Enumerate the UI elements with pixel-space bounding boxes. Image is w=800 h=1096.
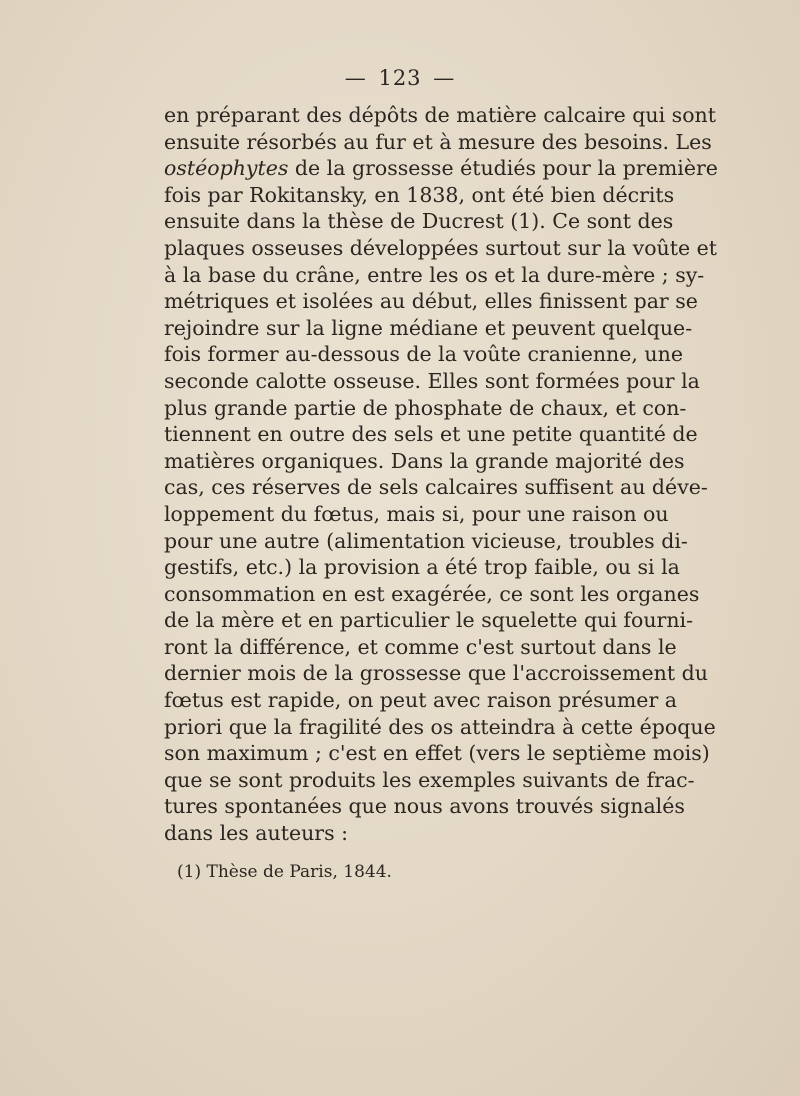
text-line: que se sont produits les exemples suivants de frac-: [164, 767, 695, 792]
page-header: [0, 66, 800, 90]
text-line: cas, ces réserves de sels calcaires suffisent au déve-: [164, 475, 708, 500]
text-line: son maximum ; c'est en effet (vers le septième mois): [164, 741, 710, 766]
body-text: [164, 102, 718, 847]
text-line: fois former au-dessous de la voûte cranienne, une: [164, 342, 683, 367]
text-line: gestifs, etc.) la provision a été trop faible, ou si la: [164, 555, 680, 580]
text-line: priori que la fragilité des os atteindra à cette époque: [164, 714, 716, 739]
text-line: rejoindre sur la ligne médiane et peuvent quelque-: [164, 315, 693, 340]
text-line: seconde calotte osseuse. Elles sont formées pour la: [164, 368, 700, 393]
text-line: ront la différence, et comme c'est surtout dans le: [164, 634, 677, 659]
footnote: (1) Thèse de Paris, 1844.: [177, 862, 392, 882]
text-line: dernier mois de la grossesse que l'accroissement du: [164, 661, 708, 686]
text-line: matières organiques. Dans la grande majorité des: [164, 448, 685, 473]
text-line: de la mère et en particulier le squelette qui fourni-: [164, 608, 694, 633]
text-line: ensuite résorbés au fur et à mesure des besoins. Les: [164, 129, 712, 154]
text-line: fois par Rokitansky, en 1838, ont été bien décrits: [164, 182, 675, 207]
text-line: consommation en est exagérée, ce sont les organes: [164, 581, 700, 606]
italic-term: ostéophytes: [164, 156, 289, 181]
text-line: à la base du crâne, entre les os et la dure-mère ; sy-: [164, 262, 705, 287]
text-line: pour une autre (alimentation vicieuse, troubles di-: [164, 528, 688, 553]
page-number: 123: [378, 66, 422, 90]
text-line: plaques osseuses développées surtout sur la voûte et: [164, 235, 717, 260]
text-line: ensuite dans la thèse de Ducrest (1). Ce sont des: [164, 209, 674, 234]
text-line: en préparant des dépôts de matière calcaire qui sont: [164, 103, 716, 127]
header-dash-left: —: [344, 66, 367, 90]
text-line: [164, 155, 718, 182]
text-line: dans les auteurs :: [164, 821, 349, 846]
text-line: fœtus est rapide, on peut avec raison présumer a: [164, 688, 677, 713]
header-dash-right: —: [433, 66, 456, 90]
text-line: plus grande partie de phosphate de chaux, et con-: [164, 395, 687, 420]
text-line: tiennent en outre des sels et une petite quantité de: [164, 422, 698, 447]
text-line: métriques et isolées au début, elles finissent par se: [164, 289, 698, 314]
text-line-rest: de la grossesse étudiés pour la première: [294, 156, 718, 181]
text-line: loppement du fœtus, mais si, pour une raison ou: [164, 501, 669, 526]
text-line: tures spontanées que nous avons trouvés signalés: [164, 794, 685, 819]
